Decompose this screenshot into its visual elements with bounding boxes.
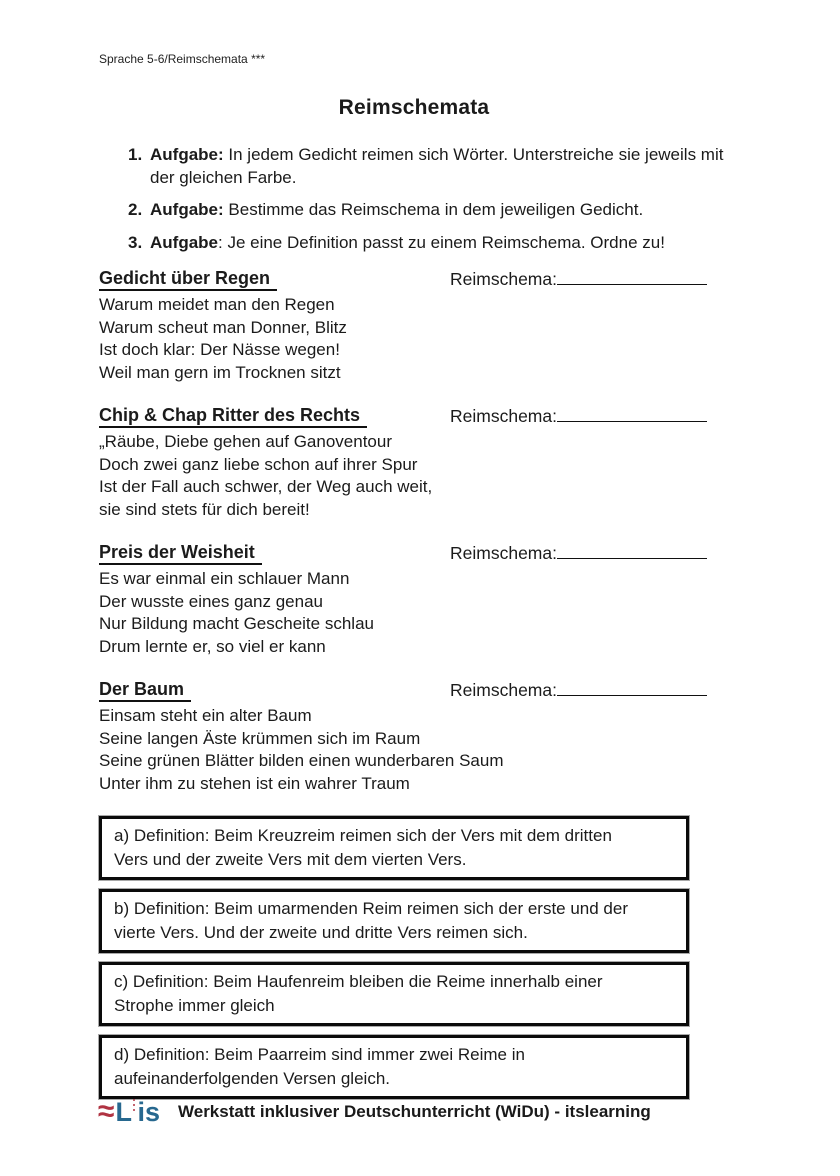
- task-label: Aufgabe:: [150, 200, 224, 219]
- logo-wave-icon: ≈: [98, 1095, 115, 1128]
- poem-line: Es war einmal ein schlauer Mann: [99, 569, 350, 588]
- poem-sections: [99, 268, 729, 795]
- poem-line: Seine grünen Blätter bilden einen wunderbaren Saum: [99, 751, 504, 770]
- task-text: [150, 232, 729, 255]
- reimschema-blank-line: [557, 268, 707, 285]
- definition-boxes: [99, 816, 689, 1099]
- task-label: Aufgabe: [150, 232, 218, 252]
- task-label: Aufgabe:: [150, 145, 224, 164]
- definition-box-b: [99, 889, 689, 953]
- poem-section-weisheit: [99, 542, 729, 658]
- poem-line: Drum lernte er, so viel er kann: [99, 636, 326, 656]
- task-text: [150, 144, 729, 189]
- poem-title: Der Baum: [99, 679, 191, 702]
- reimschema-label: Reimschema:: [450, 543, 557, 563]
- task-number: 2.: [128, 200, 143, 219]
- task-item-2: [128, 199, 729, 222]
- poem-line: sie sind stets für dich bereit!: [99, 499, 310, 519]
- poem-line: Doch zwei ganz liebe schon auf ihrer Spur: [99, 454, 418, 474]
- reimschema-blank-line: [557, 679, 707, 696]
- task-instruction: In jedem Gedicht reimen sich Wörter. Unterstreiche sie jeweils mit der gleichen Farbe.: [150, 145, 724, 187]
- definition-text-line: aufeinanderfolgenden Versen gleich.: [114, 1069, 390, 1088]
- logo-letters-is: is: [137, 1097, 160, 1127]
- reimschema-blank-line: [557, 542, 707, 559]
- poem-title: Preis der Weisheit: [99, 542, 262, 565]
- header-note: Sprache 5-6/Reimschemata ***: [99, 52, 266, 66]
- task-instruction: Bestimme das Reimschema in dem jeweiligen Gedicht.: [223, 200, 644, 219]
- poem-line: Unter ihm zu stehen ist ein wahrer Traum: [99, 773, 410, 793]
- reimschema-field: [450, 268, 707, 290]
- poem-section-baum: [99, 679, 729, 795]
- task-number: 1.: [128, 145, 143, 164]
- definition-box-c: [99, 962, 689, 1026]
- definition-text-line: vierte Vers. Und der zweite und dritte Vers reimen sich.: [114, 923, 528, 942]
- poem-line: Einsam steht ein alter Baum: [99, 706, 312, 725]
- definition-text-line: Vers und der zweite Vers mit dem vierten Vers.: [114, 850, 467, 869]
- poem-line: Nur Bildung macht Gescheite schlau: [99, 614, 374, 633]
- lis-logo: [98, 1095, 160, 1128]
- poem-title: Chip & Chap Ritter des Rechts: [99, 405, 367, 428]
- poem-line: Warum meidet man den Regen: [99, 295, 335, 314]
- footer-text: Werkstatt inklusiver Deutschunterricht (WiDu) - itslearning: [178, 1102, 651, 1121]
- poem-line: Seine langen Äste krümmen sich im Raum: [99, 728, 421, 748]
- definition-text-line: a) Definition: Beim Kreuzreim reimen sich der Vers mit dem dritten: [114, 826, 612, 845]
- task-number: 3.: [128, 232, 143, 252]
- reimschema-label: Reimschema:: [450, 680, 557, 700]
- reimschema-field: [450, 405, 707, 427]
- reimschema-label: Reimschema:: [450, 269, 557, 289]
- task-instruction: : Je eine Definition passt zu einem Reimschema. Ordne zu!: [218, 232, 665, 252]
- definition-text-line: b) Definition: Beim umarmenden Reim reimen sich der erste und der: [114, 899, 629, 918]
- poem-section-regen: [99, 268, 729, 384]
- poem-line: Ist doch klar: Der Nässe wegen!: [99, 340, 340, 359]
- definition-box-a: [99, 816, 689, 880]
- logo-letter-l: L: [115, 1097, 132, 1127]
- reimschema-blank-line: [557, 405, 707, 422]
- page-title: Reimschemata: [338, 96, 490, 119]
- definition-text-line: Strophe immer gleich: [114, 996, 275, 1015]
- footer: [98, 1095, 651, 1128]
- poem-line: Weil man gern im Trocknen sitzt: [99, 362, 341, 382]
- task-list: [99, 144, 729, 254]
- reimschema-label: Reimschema:: [450, 406, 557, 426]
- reimschema-field: [450, 542, 707, 564]
- logo-dots-icon: [133, 1099, 136, 1112]
- reimschema-field: [450, 679, 707, 701]
- poem-line: Der wusste eines ganz genau: [99, 591, 323, 611]
- poem-section-chip-chap: [99, 405, 729, 521]
- task-item-3: [128, 232, 729, 255]
- poem-line: „Räube, Diebe gehen auf Ganoventour: [99, 432, 392, 451]
- poem-title: Gedicht über Regen: [99, 268, 277, 291]
- poem-line: Ist der Fall auch schwer, der Weg auch weit,: [99, 477, 433, 496]
- task-text: [150, 199, 729, 222]
- task-item-1: [128, 144, 729, 189]
- poem-line: Warum scheut man Donner, Blitz: [99, 317, 347, 337]
- definition-text-line: c) Definition: Beim Haufenreim bleiben die Reime innerhalb einer: [114, 972, 603, 991]
- definition-text-line: d) Definition: Beim Paarreim sind immer zwei Reime in: [114, 1045, 525, 1064]
- definition-box-d: [99, 1035, 689, 1099]
